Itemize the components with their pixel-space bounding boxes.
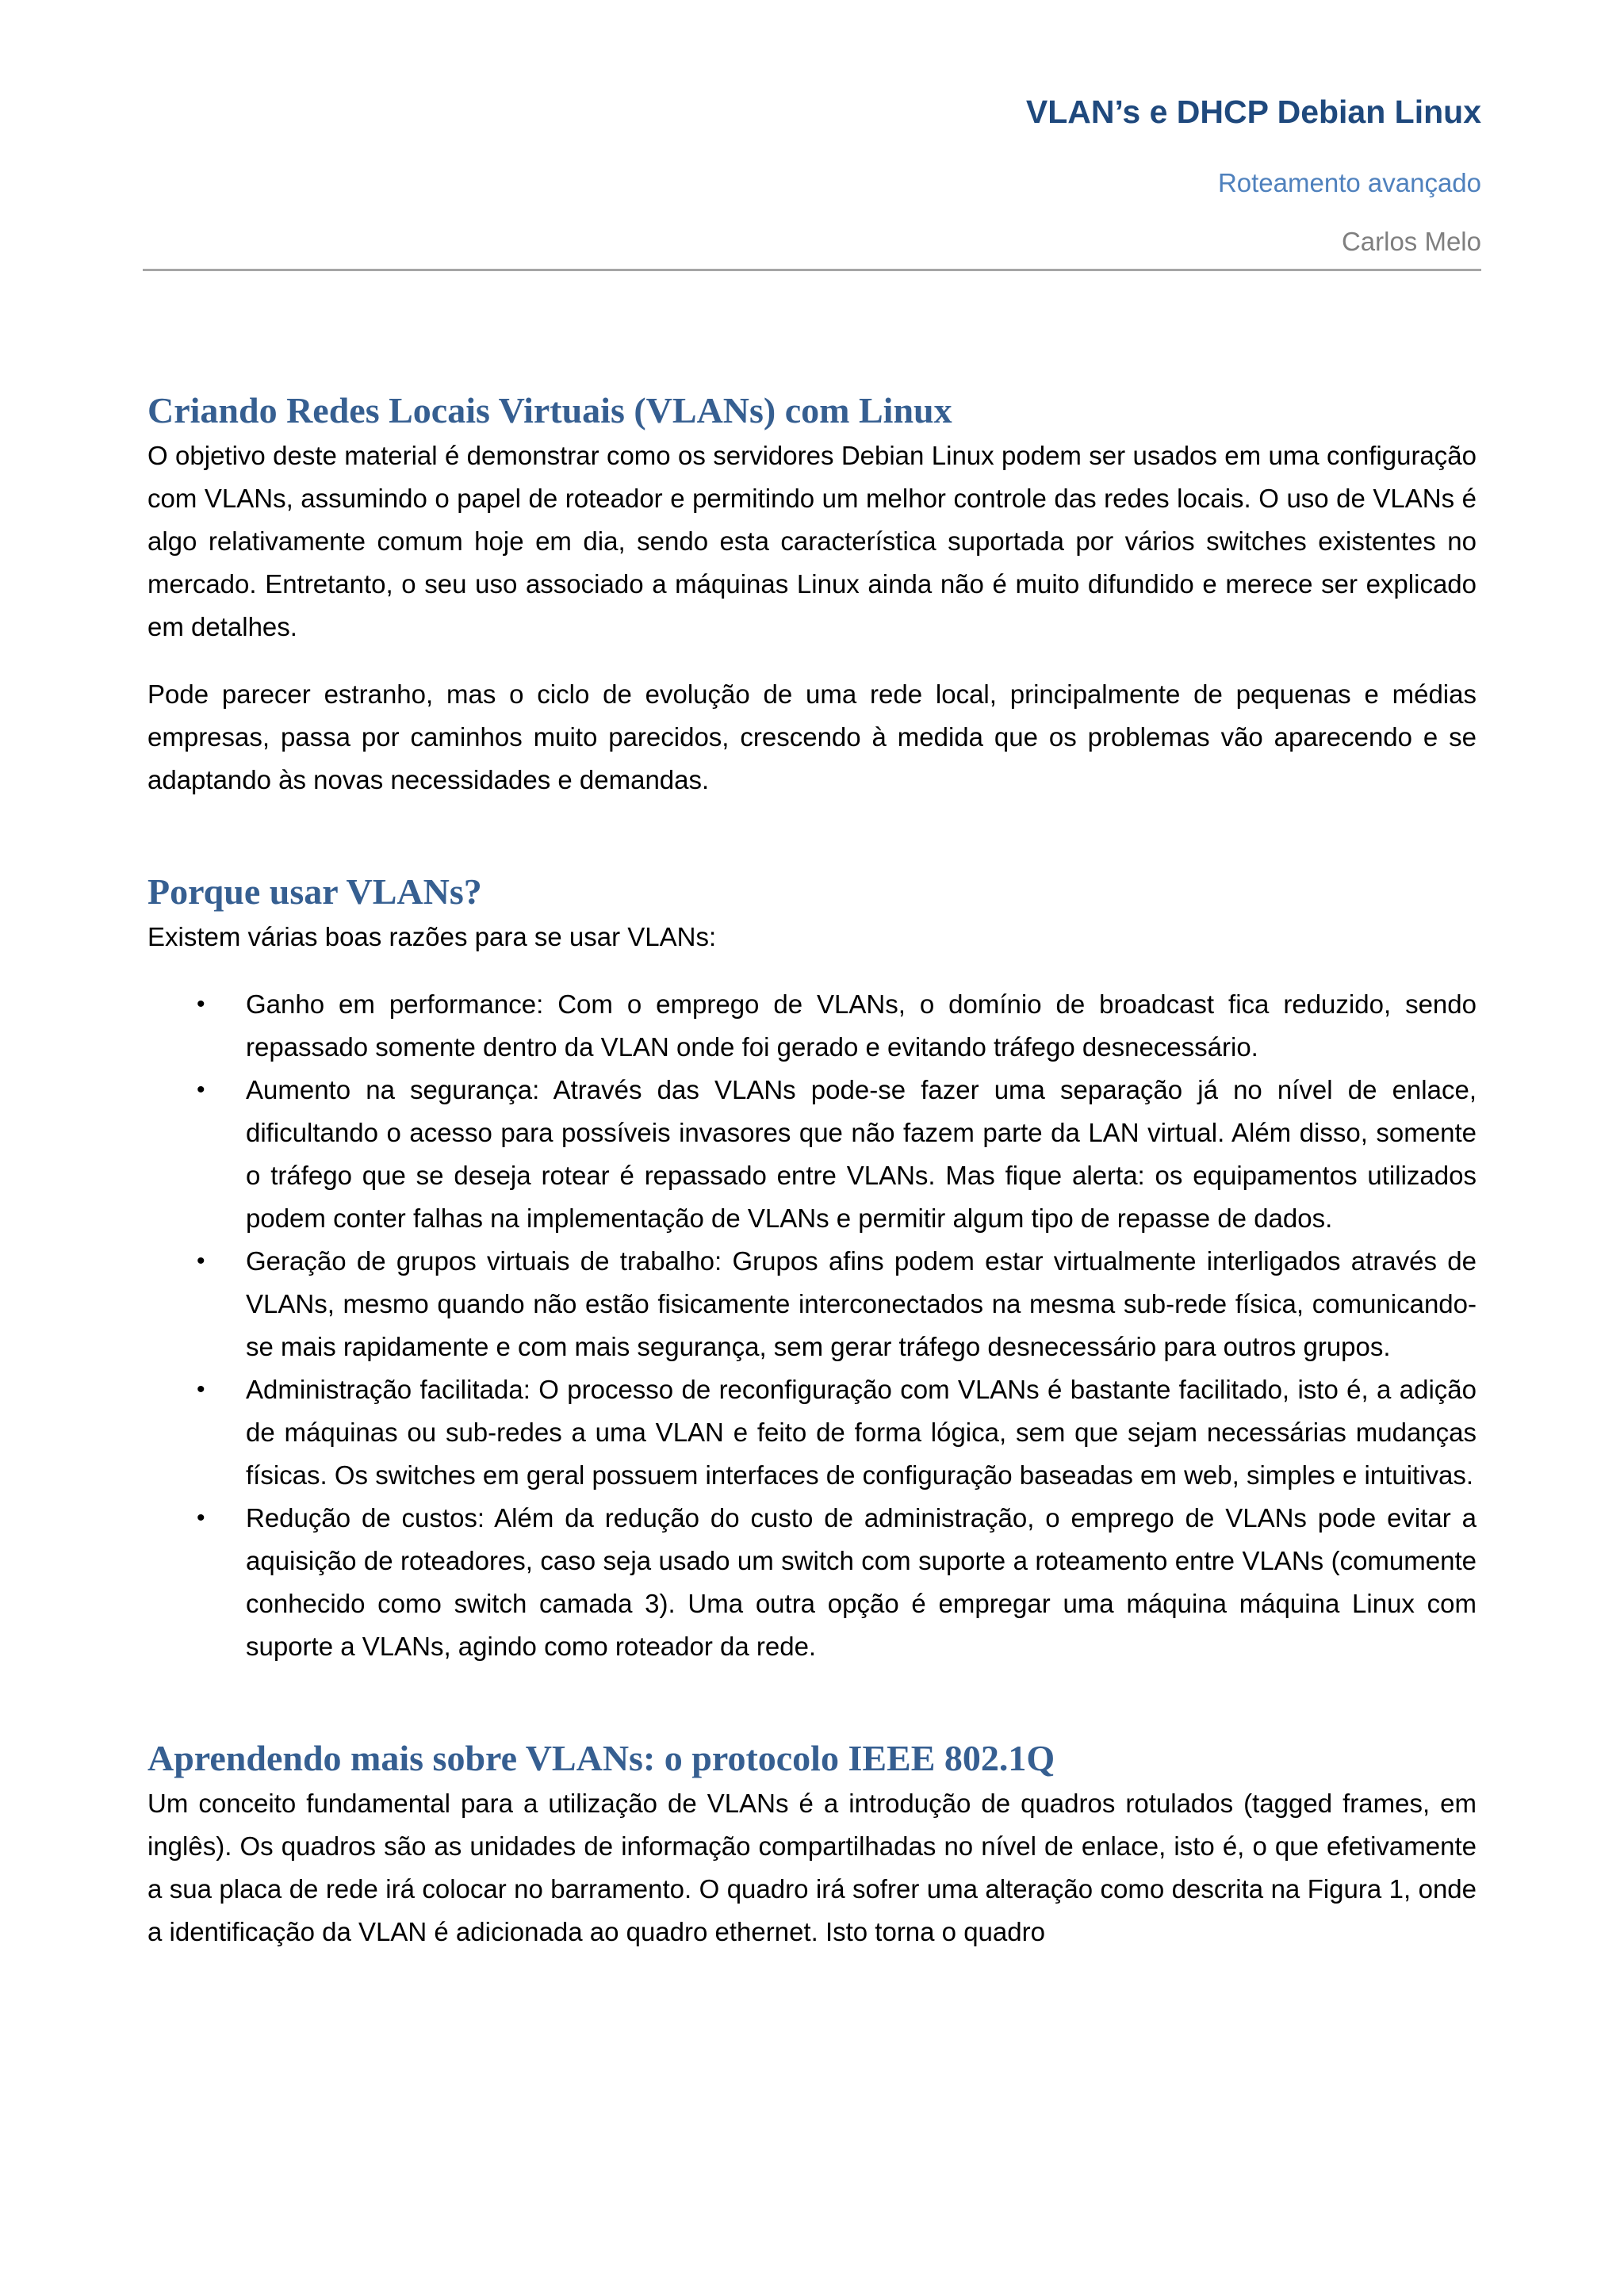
header-author: Carlos Melo <box>1341 227 1481 256</box>
section-heading-ieee-8021q: Aprendendo mais sobre VLANs: o protocolo IEEE 802.1Q <box>147 1738 1055 1778</box>
list-item-text: Ganho em performance: Com o emprego de VLANs, o domínio de broadcast fica reduzido, sendo repassado somente dentro da VLAN onde foi gerado e evitando tráfego desnecessário. <box>246 989 1477 1062</box>
list-item <box>147 1069 1477 1240</box>
bullet-icon: • <box>197 1376 205 1402</box>
list-item <box>147 1368 1477 1497</box>
list-item <box>147 1497 1477 1668</box>
document-body <box>147 387 1477 1954</box>
bullet-icon: • <box>197 1248 205 1274</box>
section-intro: Existem várias boas razões para se usar VLANs: <box>147 922 717 951</box>
list-item <box>147 1240 1477 1368</box>
section-heading-vlans-linux: Criando Redes Locais Virtuais (VLANs) com Linux <box>147 390 952 430</box>
section-heading-why-vlans: Porque usar VLANs? <box>147 871 482 912</box>
list-item-text: Aumento na segurança: Através das VLANs pode-se fazer uma separação já no nível de enlace, dificultando o acesso para possíveis invasores que não fazem parte da LAN virtual. Além disso, somente o tráfego que se deseja rotear é repassado entre VLANs. Mas fique alerta: os equipamentos utilizados podem conter falhas na implementação de VLANs e permitir algum tipo de repasse de dados. <box>246 1075 1477 1233</box>
header-divider <box>143 269 1481 271</box>
list-item-text: Administração facilitada: O processo de reconfiguração com VLANs é bastante facilitado, isto é, a adição de máquinas ou sub-redes a uma VLAN e feito de forma lógica, sem que sejam necessárias mudanças físicas. Os switches em geral possuem interfaces de configuração baseadas em web, simples e intuitivas. <box>246 1375 1477 1490</box>
paragraph: O objetivo deste material é demonstrar como os servidores Debian Linux podem ser usados em uma configuração com VLANs, assumindo o papel de roteador e permitindo um melhor controle das redes locais. O uso de VLANs é algo relativamente comum hoje em dia, sendo esta característica suportada por vários switches existentes no mercado. Entretanto, o seu uso associado a máquinas Linux ainda não é muito difundido e merece ser explicado em detalhes. <box>147 441 1477 641</box>
list-item <box>147 983 1477 1069</box>
list-item-text: Geração de grupos virtuais de trabalho: Grupos afins podem estar virtualmente interligados através de VLANs, mesmo quando não estão fisicamente interconectados na mesma sub-rede física, comunicando-se mais rapidamente e com mais segurança, sem gerar tráfego desnecessário para outros grupos. <box>246 1246 1477 1361</box>
reasons-list <box>147 983 1477 1668</box>
bullet-icon: • <box>197 1077 205 1103</box>
bullet-icon: • <box>197 991 205 1017</box>
header-title: VLAN’s e DHCP Debian Linux <box>1025 94 1481 130</box>
list-item-text: Redução de custos: Além da redução do custo de administração, o emprego de VLANs pode evitar a aquisição de roteadores, caso seja usado um switch com suporte a roteamento entre VLANs (comumente conhecido como switch camada 3). Uma outra opção é empregar uma máquina máquina Linux com suporte a VLANs, agindo como roteador da rede. <box>246 1503 1477 1661</box>
paragraph: Um conceito fundamental para a utilização de VLANs é a introdução de quadros rotulados (tagged frames, em inglês). Os quadros são as unidades de informação compartilhadas no nível de enlace, isto é, o que efetivamente a sua placa de rede irá colocar no barramento. O quadro irá sofrer uma alteração como descrita na Figura 1, onde a identificação da VLAN é adicionada ao quadro ethernet. Isto torna o quadro <box>147 1789 1477 1946</box>
header-subtitle: Roteamento avançado <box>1217 168 1481 197</box>
paragraph: Pode parecer estranho, mas o ciclo de evolução de uma rede local, principalmente de pequenas e médias empresas, passa por caminhos muito parecidos, crescendo à medida que os problemas vão aparecendo e se adaptando às novas necessidades e demandas. <box>147 679 1477 794</box>
bullet-icon: • <box>197 1505 205 1531</box>
